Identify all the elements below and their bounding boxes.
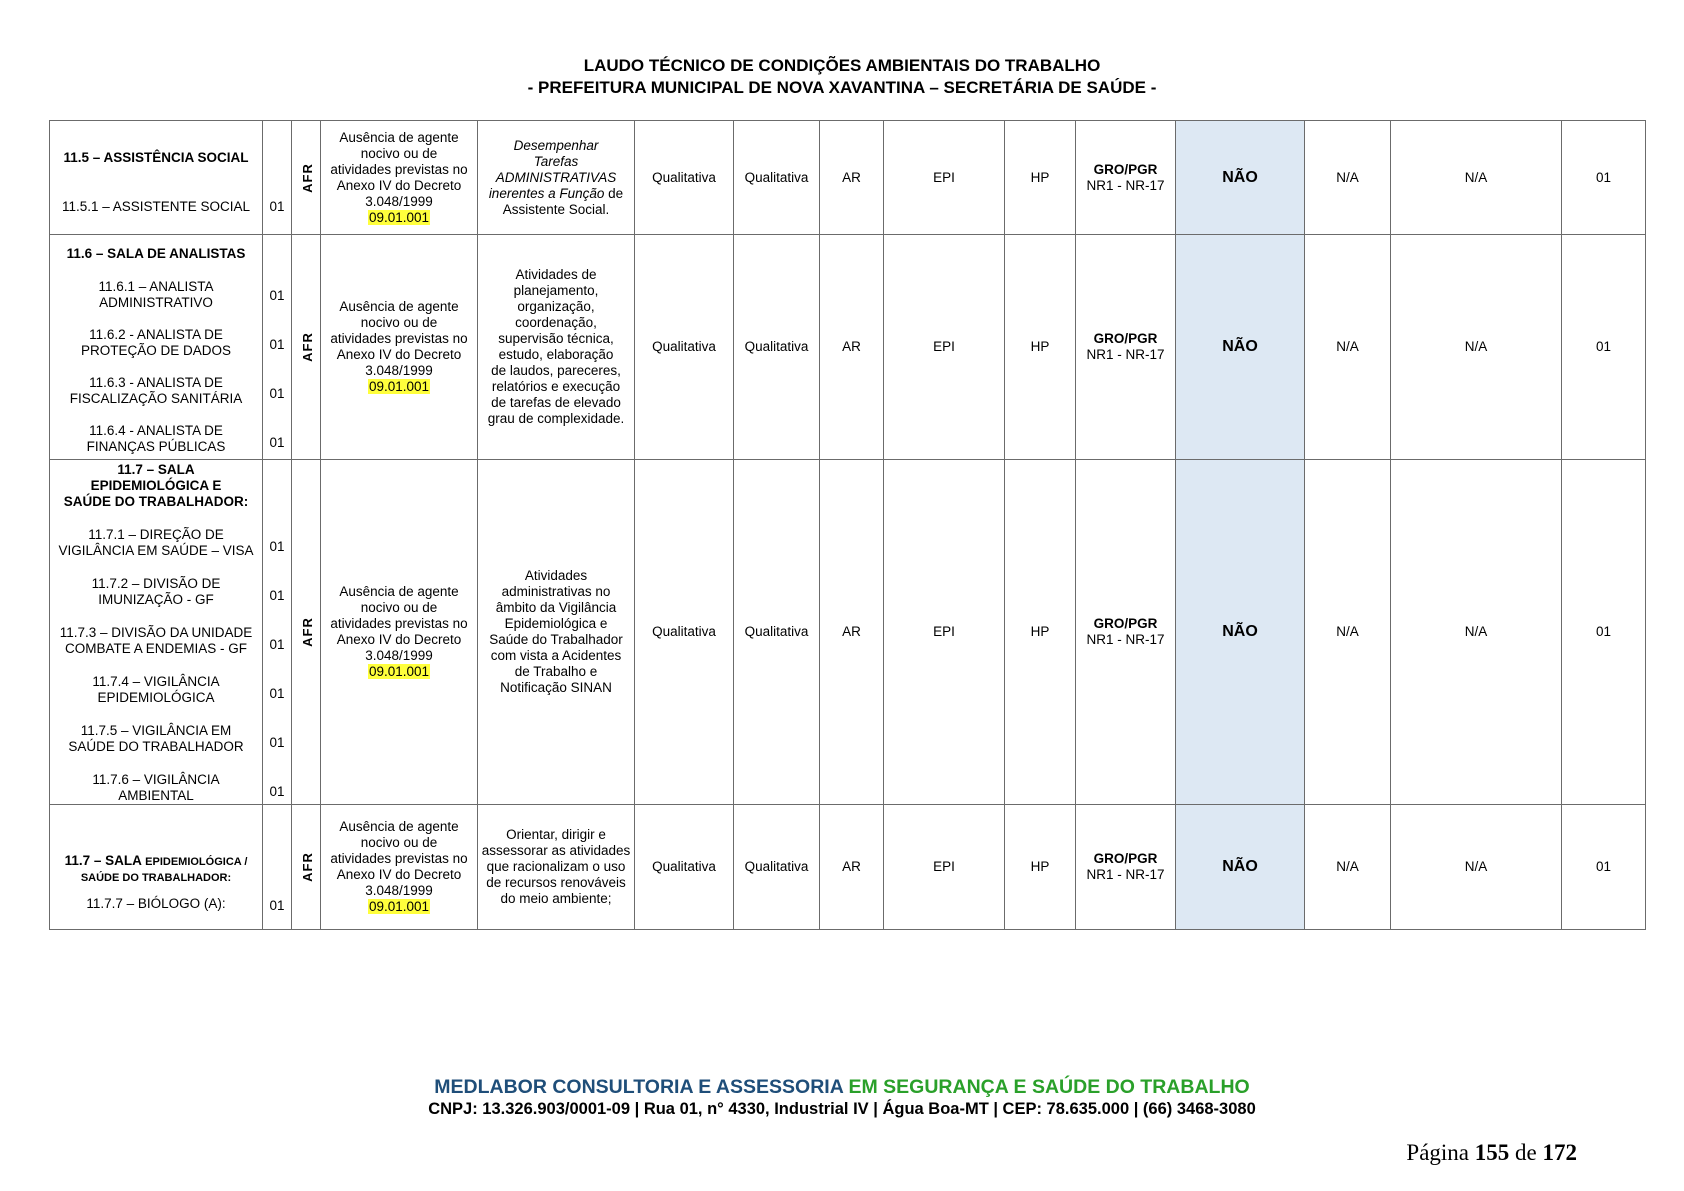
function-name: 11.6.3 - ANALISTA DE FISCALIZAÇÃO SANITÁRIA [69, 375, 243, 406]
na-cell: N/A [1305, 805, 1391, 930]
document-subtitle: - PREFEITURA MUNICIPAL DE NOVA XAVANTINA – SECRETÁRIA DE SAÚDE - [527, 78, 1157, 97]
quantity-cell [263, 460, 292, 805]
function-cell [50, 121, 263, 235]
assessment-cell: Qualitativa [635, 121, 734, 235]
agent-text: Anexo IV do Decreto [336, 347, 462, 362]
agent-text: nocivo ou de [360, 835, 438, 850]
activity-text: Orientar, dirigir e [506, 827, 606, 842]
quantity-value: 01 [269, 898, 285, 913]
agent-code: 09.01.001 [368, 899, 430, 914]
agent-code: 09.01.001 [368, 664, 430, 679]
function-name: 11.7.4 – VIGILÂNCIA EPIDEMIOLÓGICA [92, 674, 220, 705]
quantity-cell [263, 121, 292, 235]
gro-cell [1076, 460, 1176, 805]
activity-text: Notificação SINAN [500, 680, 612, 695]
activity-text: âmbito da Vigilância [495, 600, 617, 615]
footer-company-name: MEDLABOR CONSULTORIA E ASSESSORIA [434, 1076, 844, 1098]
agent-text: Ausência de agente [339, 129, 459, 145]
gro-label: GRO/PGR [1093, 851, 1158, 866]
activity-cell [478, 235, 635, 460]
agent-text: 3.048/1999 [365, 648, 433, 663]
agent-code: 09.01.001 [368, 209, 430, 225]
agent-text: 3.048/1999 [365, 193, 433, 209]
function-name: 11.7.3 – DIVISÃO DA UNIDADE COMBATE A ENDEMIAS - GF [59, 625, 253, 656]
na-cell: N/A [1391, 805, 1562, 930]
agent-text: nocivo ou de [360, 315, 438, 330]
activity-text: organização, [517, 299, 595, 314]
activity-cell [478, 121, 635, 235]
nao-cell: NÃO [1176, 121, 1305, 235]
page-total: 172 [1542, 1140, 1577, 1165]
na-cell: N/A [1391, 460, 1562, 805]
function-name: 11.7.5 – VIGILÂNCIA EM SAÚDE DO TRABALHADOR [68, 723, 244, 754]
ar-cell: AR [820, 235, 884, 460]
afr-label: AFR [299, 332, 315, 362]
agent-cell [321, 460, 478, 805]
afr-label: AFR [299, 162, 315, 193]
hp-cell: HP [1005, 235, 1076, 460]
function-name: 11.7.7 – BIÓLOGO (A): [86, 895, 226, 911]
agent-text: atividades previstas no [330, 331, 468, 346]
afr-cell [292, 460, 321, 805]
section-title: 11.5 – ASSISTÊNCIA SOCIAL [63, 150, 249, 165]
quantity-value: 01 [269, 636, 285, 652]
activity-text: Saúde do Trabalhador [489, 632, 623, 647]
section-title-sub: SAÚDE DO TRABALHADOR: [80, 871, 232, 884]
activity-text: Epidemiológica e [504, 616, 608, 631]
afr-label: AFR [299, 852, 315, 882]
activity-text: administrativas no [501, 584, 611, 599]
last-cell: 01 [1562, 121, 1646, 235]
activity-text: ADMINISTRATIVAS [495, 169, 617, 185]
agent-text: Anexo IV do Decreto [336, 177, 462, 193]
ar-cell: AR [820, 805, 884, 930]
agent-text: 3.048/1999 [365, 883, 433, 898]
agent-cell [321, 235, 478, 460]
activity-text: do meio ambiente; [500, 891, 612, 906]
agent-text: nocivo ou de [360, 145, 438, 161]
agent-text: Anexo IV do Decreto [336, 632, 462, 647]
agent-text: Ausência de agente [339, 819, 459, 834]
activity-text: grau de complexidade. [487, 411, 625, 426]
ar-cell: AR [820, 460, 884, 805]
function-name: 11.6.2 - ANALISTA DE PROTEÇÃO DE DADOS [80, 327, 232, 358]
agent-text: atividades previstas no [330, 616, 468, 631]
function-name: 11.5.1 – ASSISTENTE SOCIAL [61, 199, 251, 214]
nr-label: NR1 - NR-17 [1086, 867, 1165, 882]
section-title [51, 853, 261, 870]
laudo-table [49, 120, 1646, 930]
ar-cell: AR [820, 121, 884, 235]
na-cell: N/A [1305, 235, 1391, 460]
section-title-sub: EPIDEMIOLÓGICA / [145, 855, 248, 868]
page-number [1406, 1140, 1577, 1166]
page-current: 155 [1474, 1140, 1510, 1165]
assessment-cell: Qualitativa [734, 460, 820, 805]
table-row [50, 460, 1646, 805]
footer-company-tagline: EM SEGURANÇA E SAÚDE DO TRABALHO [848, 1076, 1250, 1098]
function-name: 11.7.1 – DIREÇÃO DE VIGILÂNCIA EM SAÚDE – VISA [58, 527, 254, 558]
activity-text: de Trabalho e [514, 664, 598, 679]
agent-text: Ausência de agente [339, 299, 459, 314]
assessment-cell: Qualitativa [635, 460, 734, 805]
section-title: 11.7 – SALA [117, 462, 195, 477]
assessment-cell: Qualitativa [734, 805, 820, 930]
last-cell: 01 [1562, 460, 1646, 805]
agent-cell [321, 121, 478, 235]
afr-label: AFR [299, 617, 315, 647]
agent-text: Anexo IV do Decreto [336, 867, 462, 882]
epi-cell: EPI [884, 121, 1005, 235]
gro-label: GRO/PGR [1093, 616, 1158, 631]
na-cell: N/A [1305, 121, 1391, 235]
function-cell [50, 460, 263, 805]
assessment-cell: Qualitativa [635, 805, 734, 930]
quantity-value: 01 [269, 734, 285, 750]
gro-cell [1076, 805, 1176, 930]
activity-text: Atividades de [515, 267, 597, 282]
agent-text: atividades previstas no [330, 851, 468, 866]
na-cell: N/A [1305, 460, 1391, 805]
page-of-label: de [1515, 1140, 1537, 1165]
epi-cell: EPI [884, 235, 1005, 460]
activity-text: relatórios e execução [491, 379, 621, 394]
afr-cell [292, 805, 321, 930]
agent-code: 09.01.001 [368, 379, 430, 394]
hp-cell: HP [1005, 460, 1076, 805]
quantity-cell [263, 805, 292, 930]
hp-cell: HP [1005, 121, 1076, 235]
quantity-value: 01 [269, 538, 285, 554]
nr-label: NR1 - NR-17 [1086, 177, 1165, 193]
epi-cell: EPI [884, 460, 1005, 805]
na-cell: N/A [1391, 235, 1562, 460]
assessment-cell: Qualitativa [734, 121, 820, 235]
table-row [50, 235, 1646, 460]
quantity-value: 01 [269, 783, 285, 799]
quantity-value: 01 [269, 434, 285, 450]
activity-text: planejamento, [513, 283, 599, 298]
nr-label: NR1 - NR-17 [1086, 632, 1165, 647]
function-name: 11.6.1 – ANALISTA ADMINISTRATIVO [98, 279, 214, 310]
page-label: Página [1406, 1140, 1470, 1165]
activity-text: Atividades [524, 568, 588, 583]
gro-label: GRO/PGR [1093, 161, 1158, 177]
section-title: SAÚDE DO TRABALHADOR: [63, 494, 249, 509]
nao-cell: NÃO [1176, 805, 1305, 930]
activity-cell [478, 805, 635, 930]
activity-text: de recursos renováveis [486, 875, 626, 890]
nao-cell: NÃO [1176, 235, 1305, 460]
gro-cell [1076, 121, 1176, 235]
hp-cell: HP [1005, 805, 1076, 930]
na-cell: N/A [1391, 121, 1562, 235]
function-name: 11.7.2 – DIVISÃO DE IMUNIZAÇÃO - GF [91, 576, 221, 607]
nao-cell: NÃO [1176, 460, 1305, 805]
activity-text: que racionalizam o uso [486, 859, 626, 874]
activity-text: coordenação, [515, 315, 597, 330]
nr-label: NR1 - NR-17 [1086, 347, 1165, 362]
activity-text: assessorar as atividades [481, 843, 631, 858]
quantity-value: 01 [269, 685, 285, 701]
agent-text: nocivo ou de [360, 600, 438, 615]
footer-address: CNPJ: 13.326.903/0001-09 | Rua 01, n° 4330, Industrial IV | Água Boa-MT | CEP: 78.635.000 | (66) 3468-3080 [428, 1100, 1256, 1118]
quantity-value: 01 [269, 199, 285, 214]
epi-cell: EPI [884, 805, 1005, 930]
table-row [50, 805, 1646, 930]
activity-text: de tarefas de elevado [491, 395, 621, 410]
agent-text: atividades previstas no [330, 161, 468, 177]
function-cell [50, 805, 263, 930]
agent-text: 3.048/1999 [365, 363, 433, 378]
activity-text: de laudos, pareceres, [491, 363, 621, 378]
table-row [50, 121, 1646, 235]
section-title-main: 11.7 – SALA [64, 852, 142, 868]
section-title: 11.6 – SALA DE ANALISTAS [66, 246, 246, 261]
afr-cell [292, 235, 321, 460]
gro-cell [1076, 235, 1176, 460]
function-name: 11.7.6 – VIGILÂNCIA AMBIENTAL [92, 772, 220, 803]
activity-text: Desempenhar [513, 137, 599, 153]
activity-text: inerentes a Função de [488, 185, 624, 201]
section-title: EPIDEMIOLÓGICA E [90, 478, 222, 493]
footer-company [0, 1076, 1684, 1099]
quantity-value: 01 [269, 336, 285, 352]
function-name: 11.6.4 - ANALISTA DE FINANÇAS PÚBLICAS [86, 423, 226, 454]
activity-text: supervisão técnica, [498, 331, 614, 346]
last-cell: 01 [1562, 805, 1646, 930]
activity-cell [478, 460, 635, 805]
last-cell: 01 [1562, 235, 1646, 460]
gro-label: GRO/PGR [1093, 331, 1158, 346]
afr-cell [292, 121, 321, 235]
activity-text: Tarefas [533, 153, 579, 169]
document-title: LAUDO TÉCNICO DE CONDIÇÕES AMBIENTAIS DO TRABALHO [583, 56, 1101, 75]
quantity-value: 01 [269, 587, 285, 603]
quantity-value: 01 [269, 385, 285, 401]
agent-text: Ausência de agente [339, 584, 459, 599]
agent-cell [321, 805, 478, 930]
activity-text: estudo, elaboração [498, 347, 614, 362]
assessment-cell: Qualitativa [734, 235, 820, 460]
quantity-value: 01 [269, 287, 285, 303]
assessment-cell: Qualitativa [635, 235, 734, 460]
activity-text: com vista a Acidentes [490, 648, 622, 663]
function-cell [50, 235, 263, 460]
quantity-cell [263, 235, 292, 460]
activity-text: Assistente Social. [502, 201, 610, 217]
